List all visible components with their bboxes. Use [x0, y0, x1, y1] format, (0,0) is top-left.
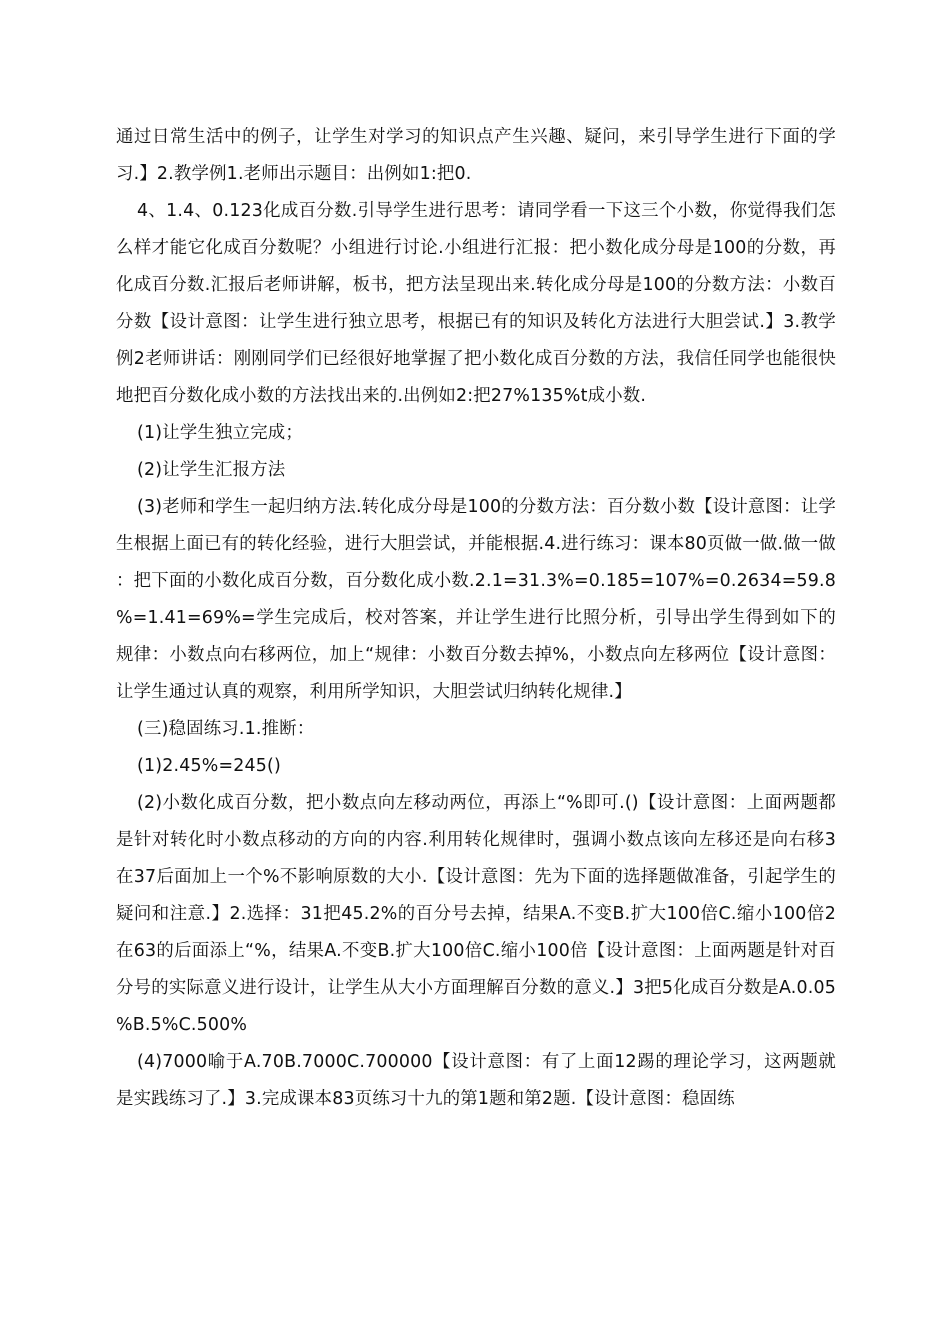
paragraph-step-3: (3)老师和学生一起归纳方法.转化成分母是100的分数方法：百分数小数【设计意图：让学生根据上面已有的转化经验，进行大胆尝试，并能根据.4.进行练习：课本80页做一做.做一做：把下面的小数化成百分数，百分数化成小数.2.1=31.3%=0.185=107%=0.2634=59.8%=1.41=69%=学生完成后，校对答案，并让学生进行比照分析，引导出学生得到如下的规律：小数点向右移两位，加上“规律：小数百分数去掉%，小数点向左移两位【设计意图：让学生通过认真的观察，利用所学知识，大胆尝试归纳转化规律.】 [116, 497, 836, 702]
paragraph-step-2: (2)让学生汇报方法 [137, 460, 286, 480]
paragraph-example-1: 4、1.4、0.123化成百分数.引导学生进行思考：请同学看一下这三个小数，你觉得我们怎么样才能它化成百分数呢？小组进行讨论.小组进行汇报：把小数化成分母是100的分数，再化成百分数.汇报后老师讲解，板书，把方法呈现出来.转化成分母是100的分数方法：小数百分数【设计意图：让学生进行独立思考，根据已有的知识及转化方法进行大胆尝试.】3.教学例2老师讲话：刚刚同学们已经很好地掌握了把小数化成百分数的方法，我信任同学也能很快地把百分数化成小数的方法找出来的.出例如2:把27%135%t成小数. [116, 201, 836, 406]
paragraph-judge-2: (2)小数化成百分数，把小数点向左移动两位，再添上“%即可.()【设计意图：上面两题都是针对转化时小数点移动的方向的内容.利用转化规律时，强调小数点该向左移还是向右移3在37后面加上一个%不影响原数的大小.【设计意图：先为下面的选择题做准备，引起学生的疑问和注意.】2.选择：31把45.2%的百分号去掉，结果A.不变B.扩大100倍C.缩小100倍2在63的后面添上“%，结果A.不变B.扩大100倍C.缩小100倍【设计意图：上面两题是针对百分号的实际意义进行设计，让学生从大小方面理解百分数的意义.】3把5化成百分数是A.0.05%B.5%C.500% [116, 793, 836, 1035]
paragraph-step-1: (1)让学生独立完成； [137, 423, 303, 443]
paragraph-judge-1: (1)2.45%=245() [137, 756, 282, 776]
document-body [116, 119, 836, 1118]
paragraph-practice-heading: (三)稳固练习.1.推断： [137, 719, 315, 739]
paragraph-intro: 通过日常生活中的例子，让学生对学习的知识点产生兴趣、疑问，来引导学生进行下面的学习.】2.教学例1.老师出示题目：出例如1:把0. [116, 127, 836, 184]
paragraph-choice-4: (4)7000喻于A.70B.7000C.700000【设计意图：有了上面12踢的理论学习，这两题就是实践练习了.】3.完成课本83页练习十九的第1题和第2题.【设计意图：稳固练 [116, 1052, 836, 1109]
